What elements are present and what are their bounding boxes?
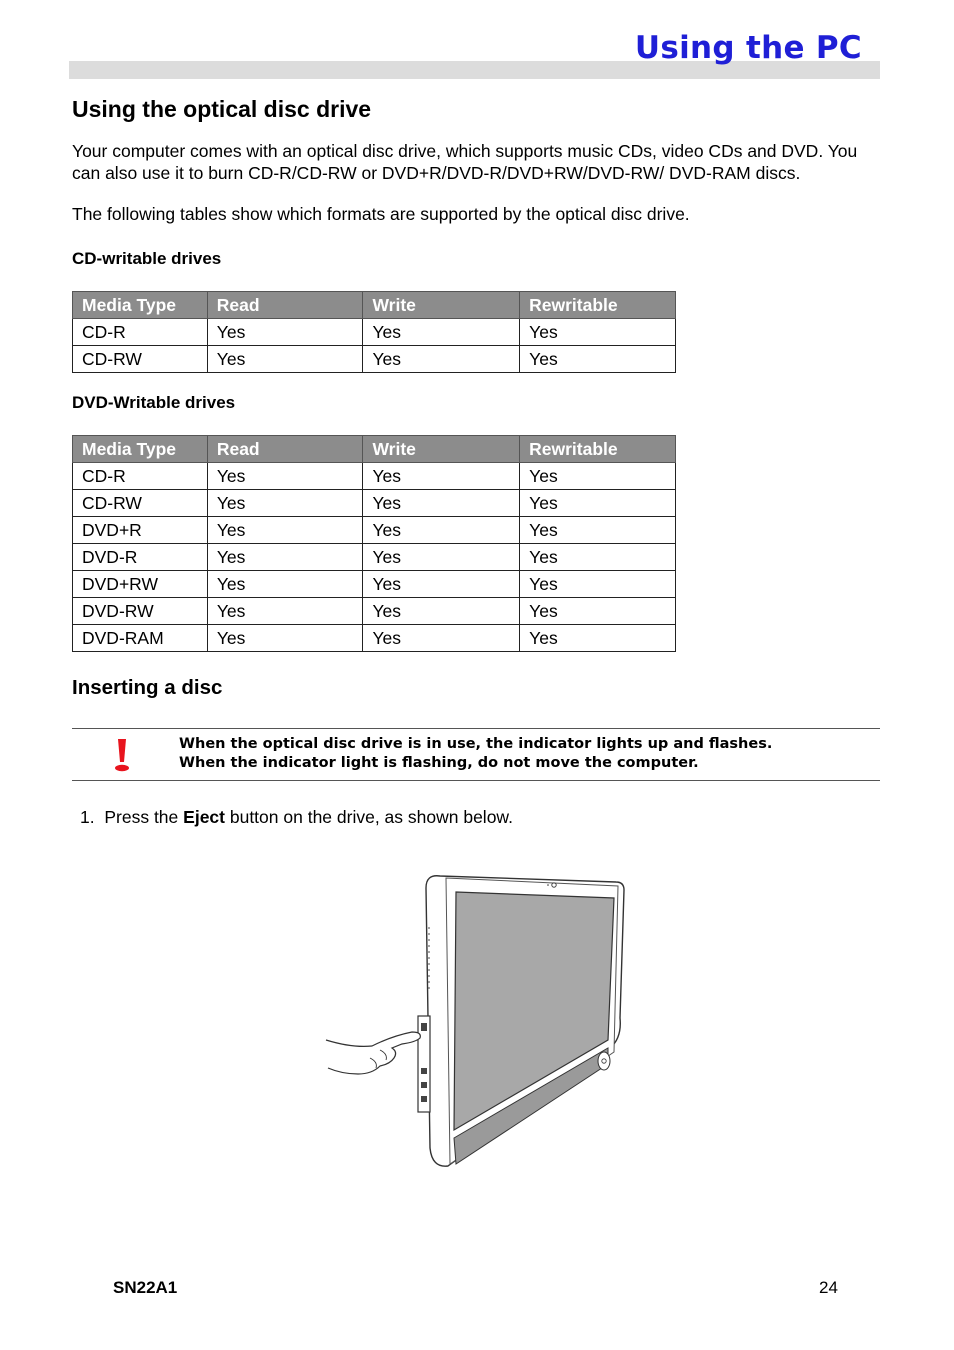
table-header-row [73,436,676,463]
warning-box [72,728,880,781]
table-row [73,544,676,571]
warning-line: When the optical disc drive is in use, the indicator lights up and flashes. [179,736,773,752]
table-row [73,517,676,544]
intro-paragraph: Your computer comes with an optical disc drive, which supports music CDs, video CDs and DVD. You can also use it to burn CD-R/CD-RW or DVD+R/DVD-R/DVD+RW/DVD-RW/ DVD-RAM discs. [72,141,858,183]
step-text-before: Press the [104,807,179,827]
table-cell: Yes [363,598,520,625]
column-header: Read [207,292,363,319]
eject-illustration [322,868,628,1174]
table-row [73,598,676,625]
table-cell: Yes [363,346,520,373]
column-header: Rewritable [520,436,676,463]
dvd-table-caption: DVD-Writable drives [72,393,236,412]
table-cell: Yes [207,490,363,517]
table-cell: Yes [520,598,676,625]
table-cell: Yes [363,544,520,571]
table-cell: Yes [207,517,363,544]
inserting-disc-title: Inserting a disc [72,676,223,699]
warning-text [179,735,772,773]
eject-label: Eject [183,807,225,827]
table-row [73,463,676,490]
table-cell: CD-RW [73,490,208,517]
dvd-format-table [72,435,676,652]
table-cell: Yes [520,319,676,346]
table-cell: Yes [207,544,363,571]
table-cell: DVD-RAM [73,625,208,652]
table-cell: Yes [207,346,363,373]
table-cell: CD-R [73,463,208,490]
page-content [72,96,880,828]
column-header: Write [363,436,520,463]
table-cell: Yes [520,544,676,571]
table-cell: DVD-RW [73,598,208,625]
table-cell: Yes [363,625,520,652]
table-cell: Yes [207,598,363,625]
table-cell: CD-RW [73,346,208,373]
table-cell: Yes [207,463,363,490]
cd-table-caption: CD-writable drives [72,249,222,268]
table-cell: Yes [207,319,363,346]
step-1 [72,807,880,828]
column-header: Media Type [73,436,208,463]
table-cell: Yes [520,571,676,598]
power-button [598,1052,610,1070]
chapter-title: Using the PC [634,30,862,66]
table-cell: Yes [363,319,520,346]
column-header: Write [363,292,520,319]
step-number: 1. [80,807,95,827]
table-row [73,490,676,517]
table-cell: DVD-R [73,544,208,571]
table-cell: Yes [520,625,676,652]
hand [326,1032,420,1074]
table-cell: Yes [520,490,676,517]
table-cell: Yes [207,571,363,598]
table-row [73,625,676,652]
table-cell: Yes [520,517,676,544]
table-cell: Yes [207,625,363,652]
exclamation-icon [112,737,132,773]
tables-intro-paragraph: The following tables show which formats are supported by the optical disc drive. [72,204,690,224]
table-cell: DVD+R [73,517,208,544]
step-text-after: button on the drive, as shown below. [229,807,513,827]
footer-page-number: 24 [819,1278,838,1297]
column-header: Read [207,436,363,463]
column-header: Media Type [73,292,208,319]
table-cell: Yes [520,463,676,490]
table-cell: Yes [363,463,520,490]
table-row [73,319,676,346]
table-cell: CD-R [73,319,208,346]
cd-format-table [72,291,676,373]
column-header: Rewritable [520,292,676,319]
table-cell: Yes [363,517,520,544]
table-row [73,571,676,598]
table-cell: Yes [520,346,676,373]
table-cell: Yes [363,490,520,517]
table-header-row [73,292,676,319]
warning-line: When the indicator light is flashing, do not move the computer. [179,755,699,771]
table-cell: Yes [363,571,520,598]
footer-model: SN22A1 [113,1278,178,1297]
table-cell: DVD+RW [73,571,208,598]
table-row [73,346,676,373]
section-title: Using the optical disc drive [72,96,372,122]
